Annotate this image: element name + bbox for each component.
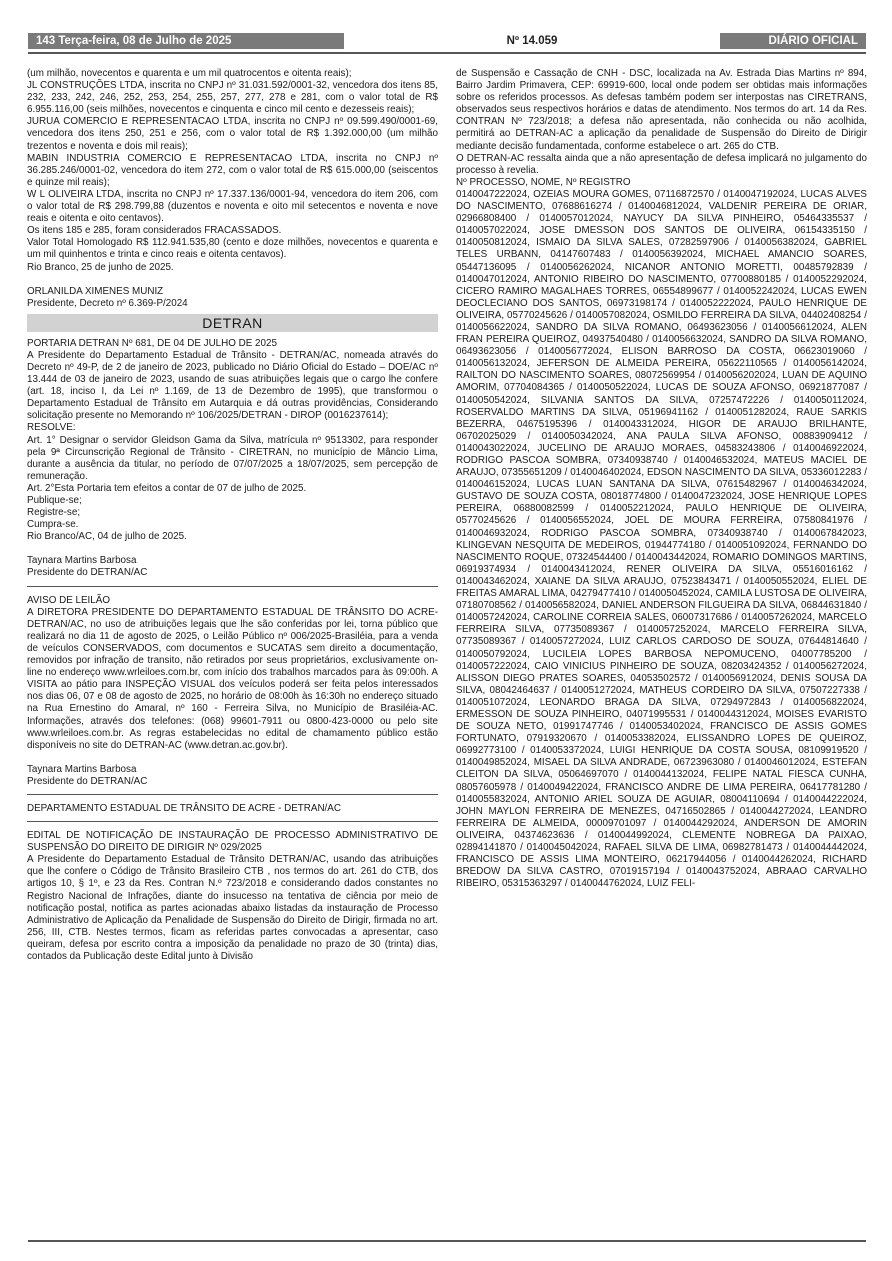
text-line: Rio Branco, 25 de junho de 2025. [27, 261, 174, 273]
text-line: Os itens 185 e 285, foram considerados FRACASSADOS. [27, 225, 282, 237]
portaria-title: PORTARIA DETRAN Nº 681, DE 04 DE JULHO DE 2025 [27, 337, 277, 349]
section-divider [27, 586, 438, 587]
footer-rule [28, 1240, 866, 1242]
section-divider [27, 794, 438, 795]
text-paragraph: Art. 1° Designar o servidor Gleidson Gama da Silva, matrícula nº 9513302, para responder pela 9ª Circunscrição Regional de Trânsito - CIRETRAN, no município de Mâncio Lima, durante a ausência da titular, no período de 07/07/2025 a 18/07/2025, sem percepção de remuneração. [27, 434, 438, 482]
right-column [456, 68, 867, 890]
text-paragraph: A DIRETORA PRESIDENTE DO DEPARTAMENTO ESTADUAL DE TRÂNSITO DO ACRE-DETRAN/AC, no uso de atribuições legais que lhe são conferidas por lei, torna público que realizará no dia 11 de agosto de 2025, o Leilão Público nº 006/2025-Brasiléia, para a venda de veículos CONSERVADOS, com documentos e SUCATAS sem direito a documentação, removidos por infração de transito, não retirados por seus proprietários, exclusivamente on-line no endereço www.wrleiloes.com.br, com início dos trabalhos marcados para às 09:00h. A VISITA ao pátio para INSPEÇÃO VISUAL dos veículos poderá ser feita pelos interessados nos dias 06, 07 e 08 de agosto de 2025, no horário de 08:00h às 16:30h no endereço situado na Rua Ernestino do Amaral, nº 160 - Ferreira Silva, no Município de Brasiléia-AC. Informações, através dos telefones: (068) 99601-7911 ou 0800-423-0000 ou pelo site www.wrleiloes.com.br. As regras estabelecidas no edital de chamamento público estão disponíveis no site do DETRAN-AC (www.detran.ac.gov.br). [27, 606, 438, 751]
text-line: Registre-se; [27, 507, 81, 519]
edital-title: EDITAL DE NOTIFICAÇÃO DE INSTAURAÇÃO DE PROCESSO ADMINISTRATIVO DE SUSPENSÃO DO DIREITO DE DIRIGIR Nº 029/2025 [27, 830, 438, 854]
left-column [27, 68, 438, 963]
text-paragraph: A Presidente do Departamento Estadual de Trânsito - DETRAN/AC, nomeada através do Decreto nº 49-P, de 2 de janeiro de 2023, publicado no Diário Oficial do Estado – DOE/AC nº 13.444 de 03 de janeiro de 2023, usando de suas atribuições legais que o cargo lhe confere (art. 18, inciso I, da Lei nº 1.169, de 13 de Dezembro de 1995), que transformou o Departamento Estadual de Trânsito em Autarquia e dá outras providências, Considerando solicitação presente no Memorando nº 106/2025/DETRAN - DIROP (0016237614); [27, 349, 438, 422]
text-line: Publique-se; [27, 495, 82, 506]
header-page-date: 143 Terça-feira, 08 de Julho de 2025 [28, 33, 344, 49]
signature-title: Presidente, Decreto nº 6.369-P/2024 [27, 297, 188, 309]
text-line: Cumpra-se. [27, 519, 79, 531]
text-paragraph: de Suspensão e Cassação de CNH - DSC, localizada na Av. Estrada Dias Martins nº 894, Bairro Jardim Primavera, CEP: 69919-600, local onde podem ser obtidas mais informações sobre os referidos processos. As defesas também podem ser interpostas nas CIRETRANS, observados seus respectivos horários e datas de atendimento. Nos termos do art. 14 da Res. CONTRAN Nº 723/2018; a defesa não apresentada, não conhecida ou não acolhida, permitirá ao DETRAN-AC a aplicação da penalidade de Suspensão do Direito de Dirigir mediante decisão fundamentada, conforme estabelece o art. 265 do CTB. [456, 68, 867, 152]
process-list: 0140047222024, OZEIAS MOURA GOMES, 07116872570 / 0140047192024, LUCAS ALVES DO NASCIMENTO, 07688616274 / 0140046812024, VALDENIR PEREIRA DE ORIAR, 02966808400 / 0140057012024, NAYUCY DA SILVA PINHEIRO, 05464335537 / 0140057022024, JOSE DMESSON DOS SANTOS DE OLIVEIRA, 06154335150 / 0140050812024, ISMAIO DA SILVA SALES, 07282597906 / 0140056382024, GABRIEL TELES URBANN, 04147607483 / 0140056392024, MICHAEL AMANCIO SOARES, 05447136095 / 0140056262024, NICANOR ANTONIO MORETTI, 00485792839 / 0140047012024, ANTONIO RIBEIRO DO NASCIMENTO, 07700880185 / 0140052292024, CICERO RAMIRO MAGALHAES TORRES, 06554899677 / 0140052242024, LUCAS EWEN DEOCLECIANO DOS SANTOS, 06973198174 / 0140052222024, PAULO HENRIQUE DE OLIVEIRA, 05770245626 / 0140057082024, OSMILDO FERREIRA DA SILVA, 04402408254 / 0140056622024, SANDRO DA SILVA ROMANO, 06493623056 / 0140056612024, ALEN FRAN PEREIRA QUEIROZ, 04937540480 / 0140056632024, SANDRO DA SILVA ROMANO, 06493623056 / 0140056772024, ELISON BARROSO DA COSTA, 06623019060 / 0140056132024, JEFERSON DE ALMEIDA PEREIRA, 05622110565 / 0140056142024, RAILTON DO NASCIMENTO SOARES, 08072569954 / 0140056202024, LUAN DE AQUINO AMORIM, 07704084365 / 0140050522024, LUCAS DE SOUZA AFONSO, 06921877087 / 0140050542024, SILVANIA SANTOS DA SILVA, 07257472226 / 0140050112024, ROSERVALDO MARTINS DA SILVA, 05196941162 / 0140051282024, RAUE SARKIS BEZERRA, 04675195396 / 0140043312024, HIGOR DE ARAUJO BRILHANTE, 06702025029 / 0140050342024, ANA PAULA SILVA AFONSO, 00883909412 / 0140043022024, JUCELINO DE ARAUJO MORAES, 04583243806 / 0140046922024, RODRIGO PASCOA SOMBRA, 07340938740 / 0140046532024, MATEUS MACIEL DE ARAUJO, 07355651209 / 0140046402024, EDSON NASCIMENTO DA SILVA, 05336012283 / 0140046152024, LUCAS LUAN SANTANA DA SILVA, 07615482967 / 0140046342024, GUSTAVO DE SOUZA COSTA, 08018774800 / 0140047232024, JOSE HENRIQUE LOPES PEREIRA, 06880082599 / 0140052212024, PAULO HENRIQUE DE OLIVEIRA, 05770245626 / 0140056552024, JOEL DE MOURA FERREIRA, 07580841976 / 0140046932024, RODRIGO PASCOA SOMBRA, 07340938740 / 0140067842023, KLINGEVAN NESQUITA DE MEDEIROS, 01944774180 / 0140051092024, FERNANDO DO NASCIMENTO ROQUE, 07324544400 / 0140043442024, ROMARIO DOMINGOS MARTINS, 06919374934 / 0140043412024, RENER OLIVEIRA DA SILVA, 05516016162 / 0140043462024, XAIANE DA SILVA ARAUJO, 07523843471 / 0140050552024, ELIEL DE FREITAS AMARAL LIMA, 04279477410 / 0140050452024, CAMILA LUSTOSA DE OLIVEIRA, 07180708562 / 0140056582024, DANIEL ANDERSON FILGUEIRA DA SILVA, 06844631840 / 0140057242024, CAROLINE CORREIA SALES, 06007317686 / 0140057262024, MARCELO FERREIRA SILVA, 07735089367 / 0140057252024, MARCELO FERREIRA SILVA, 07735089367 / 0140057272024, LUIZ CARLOS CARDOSO DE SOUZA, 07644814640 / 0140050792024, LUCILEIA LOPES BARBOSA NEPOMUCENO, 04007785200 / 0140057222024, CAIO VINICIUS PINHEIRO DE SOUZA, 08203424352 / 0140056272024, ALISSON DIEGO PRATES SOARES, 04053502572 / 0140056912024, DENIS SOUSA DA SILVA, 08042464637 / 0140051272024, MATHEUS CORDEIRO DA SILVA, 07507227338 / 0140051072024, LEONARDO BRAGA DA SILVA, 07294972843 / 0140056822024, ERMESSON DE SOUZA PINHEIRO, 04071995531 / 0140044312024, MOISES EVARISTO DE SOUZA NETO, 01991747746 / 0140053402024, FRANCISCO DE ASSIS GOMES FORTUNATO, 07919320670 / 0140053382024, ELISSANDRO LOPES DE QUEIROZ, 06992773100 / 0140053372024, LUIGI HENRIQUE DA COSTA SOUSA, 08109919520 / 0140049852024, MISAEL DA SILVA ANDRADE, 06723963080 / 0140046012024, ESTEFAN CLEITON DA SILVA, 05064697070 / 0140044132024, FELIPE NATAL FIESCA CUNHA, 08057605978 / 0140049422024, FRANCISCO ANDRE DE LIMA PEREIRA, 06417781280 / 0140055832024, ANTONIO ARIEL SOUZA DE AGUIAR, 08004110694 / 0140044222024, JOHN MAYLON FERREIRA DE MENEZES, 04716502865 / 0140044272024, LEANDRO FERREIRA DE ALMEIDA, 00009701097 / 0140044292024, ANDERSON DE AMORIN OLIVEIRA, 04374623636 / 0140044992024, CLEMENTE NOBREGA DA PAIXAO, 02894141870 / 0140045042024, RAFAEL SILVA DE LIMA, 06982781473 / 0140044442024, FRANCISCO DE ASSIS LIMA MONTEIRO, 06217944056 / 0140044262024, RICHARD BREDOW DA SILVA CASTRO, 07019157194 / 0140043752024, ABRAAO CARVALHO RIBEIRO, 05315363297 / 0140044762024, LUIZ FELI- [456, 188, 867, 890]
text-paragraph: MABIN INDUSTRIA COMERCIO E REPRESENTACAO LTDA, inscrita no CNPJ nº 36.285.246/0001-02, vencedora do item 272, com o valor total de R$ 615.000,00 (seiscentos e quinze mil reais); [27, 152, 438, 188]
signature-name: ORLANILDA XIMENES MUNIZ [27, 285, 164, 297]
text-paragraph: Valor Total Homologado R$ 112.941.535,80 (cento e doze milhões, novecentos e quarenta e um mil quinhentos e trinta e cinco reais e oitenta centavos). [27, 237, 438, 261]
text-line: Art. 2°Esta Portaria tem efeitos a contar de 07 de julho de 2025. [27, 482, 307, 494]
text-line: Rio Branco/AC, 04 de julho de 2025. [27, 531, 187, 543]
header-publication-title: DIÁRIO OFICIAL [720, 33, 866, 49]
page-header [28, 33, 866, 49]
aviso-title: AVISO DE LEILÃO [27, 594, 110, 606]
text-line: (um milhão, novecentos e quarenta e um mil quatrocentos e oitenta reais); [27, 68, 352, 79]
text-paragraph: JL CONSTRUÇÕES LTDA, inscrita no CNPJ nº 31.031.592/0001-32, vencedora dos itens 85, 232, 233, 242, 246, 252, 253, 254, 255, 257, 277, 278 e 281, com o valor total de R$ 6.955.116,00 (seis milhões, novecentos e cinquenta e cinco mil cento e dezesseis reais); [27, 80, 438, 116]
list-heading: Nº PROCESSO, NOME, Nº REGISTRO [456, 176, 631, 188]
header-issue-number: Nº 14.059 [506, 35, 558, 47]
text-paragraph: A Presidente do Departamento Estadual de Trânsito DETRAN/AC, usando das atribuições que lhe confere o Código de Trânsito Brasileiro CTB , nos termos do art. 261 do CTB, dos artigos 10, § 1º, e 23 da Res. Contran N.º 723/2018 e considerando dados constantes no Registro Nacional de Infrações, diante do insucesso na tentativa de ciência por meio de notificação postal, notifica as partes acionadas abaixo listadas da instauração de Processo Administrativo de Aplicação da Penalidade de Suspensão do Direito de Dirigir, firmada no art. 256, III, CTB. Nestes termos, ficam as referidas partes convocadas a apresentar, caso queiram, defesa por escrito contra a imposição da penalidade no prazo de 30 (trinta) dias, contados da Publicação deste Edital junto à Divisão [27, 854, 438, 962]
signature-title: Presidente do DETRAN/AC [27, 567, 148, 579]
text-paragraph: W L OLIVEIRA LTDA, inscrita no CNPJ nº 17.337.136/0001-94, vencedora do item 206, com o valor total de R$ 298.799,88 (duzentos e noventa e oito mil setecentos e noventa e nove reais e oitenta e oito centavos). [27, 188, 438, 225]
text-paragraph: JURUA COMERCIO E REPRESENTACAO LTDA, inscrita no CNPJ nº 09.599.490/0001-69, vencedora dos itens 250, 251 e 256, com o valor total de R$ 1.392.000,00 (um milhão trezentos e noventa e dois mil reais); [27, 116, 438, 152]
signature-name: Taynara Martins Barbosa [27, 763, 137, 775]
text-line: RESOLVE: [27, 422, 76, 434]
text-paragraph: O DETRAN-AC ressalta ainda que a não apresentação de defesa implicará no julgamento do processo à revelia. [456, 152, 867, 176]
department-heading: DEPARTAMENTO ESTADUAL DE TRÂNSITO DE ACRE - DETRAN/AC [27, 802, 341, 814]
header-rule [28, 52, 866, 54]
signature-name: Taynara Martins Barbosa [27, 555, 137, 567]
section-divider [27, 821, 438, 822]
section-heading-detran: DETRAN [27, 314, 438, 332]
signature-title: Presidente do DETRAN/AC [27, 775, 148, 787]
